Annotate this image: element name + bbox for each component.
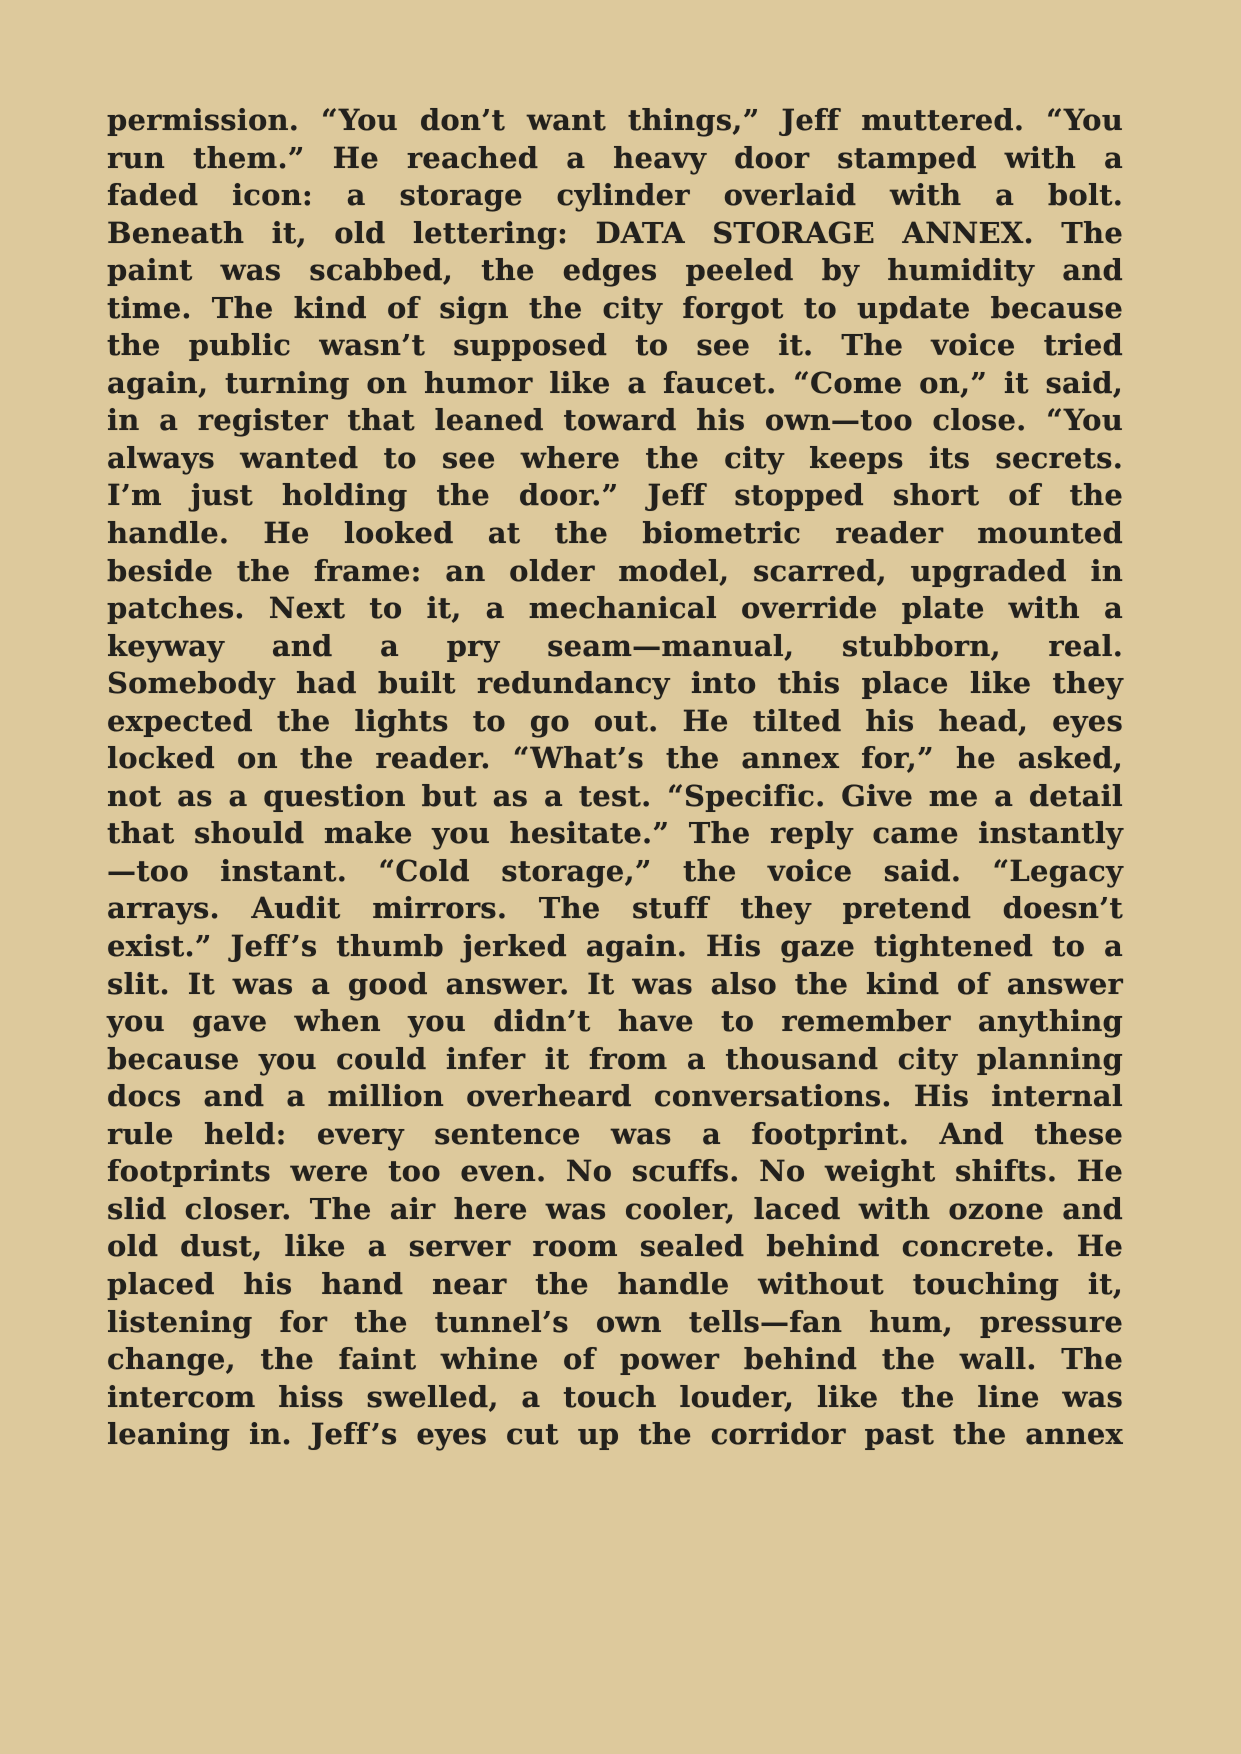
text-line: placed his hand near the handle without touching it, (107, 1266, 1123, 1301)
text-line: handle. He looked at the biometric reader mounted (107, 516, 1123, 551)
text-line: slid closer. The air here was cooler, laced with ozone and (107, 1191, 1123, 1226)
body-text (107, 102, 1123, 1454)
text-line: faded icon: a storage cylinder overlaid with a bolt. (107, 178, 1123, 213)
text-line: time. The kind of sign the city forgot to update because (107, 290, 1123, 325)
text-line: that should make you hesitate.” The reply came instantly (107, 816, 1123, 851)
text-line: always wanted to see where the city keeps its secrets. (107, 440, 1123, 475)
text-line: the public wasn’t supposed to see it. The voice tried (107, 328, 1123, 363)
text-line: paint was scabbed, the edges peeled by humidity and (107, 253, 1123, 288)
text-line: you gave when you didn’t have to remember anything (107, 1004, 1123, 1039)
text-line: beside the frame: an older model, scarred, upgraded in (107, 553, 1123, 588)
text-line: not as a question but as a test. “Specific. Give me a detail (107, 778, 1123, 813)
text-line: —too instant. “Cold storage,” the voice said. “Legacy (107, 853, 1123, 888)
text-line: leaning in. Jeff’s eyes cut up the corridor past the annex (107, 1417, 1123, 1452)
text-line: again, turning on humor like a faucet. “Come on,” it said, (107, 365, 1123, 400)
text-line: Somebody had built redundancy into this place like they (107, 666, 1123, 701)
text-line: keyway and a pry seam—manual, stubborn, real. (107, 628, 1123, 663)
text-line: locked on the reader. “What’s the annex for,” he asked, (107, 741, 1123, 776)
text-line: slit. It was a good answer. It was also the kind of answer (107, 966, 1123, 1001)
text-line: intercom hiss swelled, a touch louder, like the line was (107, 1379, 1123, 1414)
text-line: docs and a million overheard conversations. His internal (107, 1079, 1123, 1114)
text-line: in a register that leaned toward his own—too close. “You (107, 403, 1123, 438)
text-line: Beneath it, old lettering: DATA STORAGE ANNEX. The (107, 215, 1123, 250)
text-line: patches. Next to it, a mechanical override plate with a (107, 591, 1123, 626)
text-line: expected the lights to go out. He tilted his head, eyes (107, 703, 1123, 738)
text-line: I’m just holding the door.” Jeff stopped short of the (107, 478, 1123, 513)
text-line: change, the faint whine of power behind the wall. The (107, 1342, 1123, 1377)
text-line: rule held: every sentence was a footprint. And these (107, 1116, 1123, 1151)
text-line: arrays. Audit mirrors. The stuff they pretend doesn’t (107, 891, 1123, 926)
text-line: footprints were too even. No scuffs. No weight shifts. He (107, 1154, 1123, 1189)
text-line: because you could infer it from a thousand city planning (107, 1041, 1123, 1076)
text-line: old dust, like a server room sealed behind concrete. He (107, 1229, 1123, 1264)
text-line: listening for the tunnel’s own tells—fan hum, pressure (107, 1304, 1123, 1339)
text-line: exist.” Jeff’s thumb jerked again. His gaze tightened to a (107, 929, 1123, 964)
text-line: permission. “You don’t want things,” Jeff muttered. “You (107, 103, 1123, 137)
text-line: run them.” He reached a heavy door stamped with a (107, 140, 1123, 175)
